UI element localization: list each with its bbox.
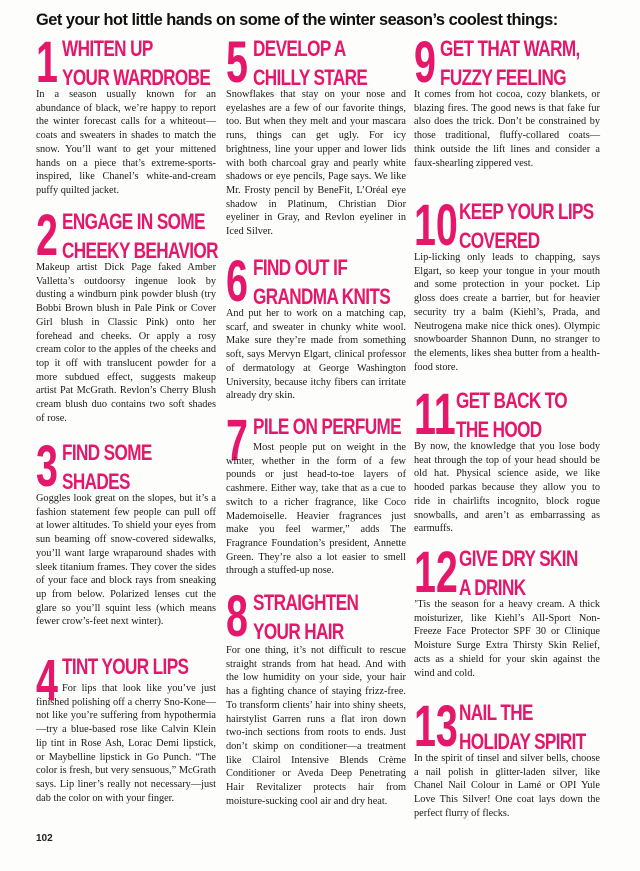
tip-title: DEVELOP A CHILLY STARE (253, 36, 368, 90)
tip-number: 12 (414, 540, 458, 605)
tip-number: 9 (414, 30, 436, 95)
tip-body: Goggles look great on the slopes, but it’s a fashion statement few people can pull off at lower altitudes. To shield your eyes from sun beaming off snow-covered sidewalks, you’ll want large wraparound shades with sleek titanium frames. They cover the sides of your face and block rays from sneaking up from below. Polarized lenses cut the glare so you’ll squint less (which means fewer crow’s-feet next winter). (36, 493, 216, 628)
tip-title: FIND SOME SHADES (62, 440, 152, 494)
tip-number: 6 (226, 249, 248, 314)
tip-title: STRAIGHTEN YOUR HAIR (253, 590, 359, 644)
tip-number: 11 (414, 382, 456, 447)
tip-body: By now, the knowledge that you lose body heat through the top of your head should be old hat. Physical science aside, we like hooded parkas because they allow you to ride in chairlifts incognito, block rogue snowballs, and aren’t as embarrassing as earmuffs. (414, 441, 600, 535)
tip-number: 8 (226, 584, 248, 649)
tip-number: 3 (36, 434, 58, 499)
tip-number: 4 (36, 648, 58, 713)
tip-body: For lips that look like you’ve just finished polishing off a cherry Sno-Kone—not like you’re suffering from hypothermia—try a blue-based rose like Calvin Klein lip tint in Rose Ash, Lorac Demi lipstick, or Maybelline lipstick in Go Punch. “The color is fresh, but very sensuous,” McGrath says. Lip liner’s really not necessary—just dab the color on with your finger. (36, 683, 216, 804)
tip-title: GET THAT WARM, FUZZY FEELING (440, 36, 580, 90)
page-headline: Get your hot little hands on some of the winter season’s coolest things: (36, 11, 558, 29)
tip-body: ’Tis the season for a heavy cream. A thick moisturizer, like Kiehl’s All-Sport Non-Freeze Face Protector SPF 30 or Clinique Moisture Surge Extra Thirsty Skin Relief, acts as a shield for your skin against the wind and cold. (414, 599, 600, 679)
tip-title: FIND OUT IF GRANDMA KNITS (253, 255, 391, 309)
tip-body: Most people put on weight in the winter, whether in the form of a few pounds or just head-to-toe layers of cashmere. Either way, take that as a cue to switch to a richer fragrance, like Coco Mademoiselle. Heavier fragrances just make you feel warmer,” adds The Fragrance Foundation’s president, Annette Green. They’re also a lot easier to smell through a stuffed-up nose. (226, 442, 406, 577)
tip-title: TINT YOUR LIPS (62, 654, 189, 679)
tip-body: It comes from hot cocoa, cozy blankets, or blazing fires. The good news is that fake fur also does the trick. Don’t be constrained by those traditional, fluffy-collared coats—think outside the lift lines and consider a faux-shearling zippered vest. (414, 89, 600, 169)
tip-title: NAIL THE HOLIDAY SPIRIT (459, 700, 586, 754)
tip-title: PILE ON PERFUME (253, 414, 401, 439)
tip-body: And put her to work on a matching cap, scarf, and sweater in chunky white wool. Make sure they’re made from something soft, says Mervyn Elgart, clinical professor of dermatology at George Washington University, because itchy fibers can irritate already dry skin. (226, 308, 406, 402)
tip-body: Lip-licking only leads to chapping, says Elgart, so keep your tongue in your mouth and some protection in your pocket. Lip gloss does create a barrier, but for heavier security try a balm (Kiehl’s, Prada, and Neutrogena make nice thick ones). Olympic snowboarder Shannon Dunn, no stranger to the elements, likes shea butter from a health-food store. (414, 252, 600, 373)
tip-number: 2 (36, 203, 58, 268)
tip-title: WHITEN UP YOUR WARDROBE (62, 36, 211, 90)
tip-title: GET BACK TO THE HOOD (456, 388, 568, 442)
tip-body: For one thing, it’s not difficult to rescue straight strands from hat head. And with the low humidity on your side, your hair has a fighting chance of staying frizz-free. To transform clients’ hair into shiny sheets, hairstylist Garren runs a flat iron down two-inch sections from roots to ends. Just don’t skimp on conditioner—a treatment like Clairol Intensive Blends Crème Conditioner or Aveda Deep Penetrating Hair Revitalizer protects hair from moisture-sucking cool air and dry heat. (226, 645, 406, 807)
tip-body: Makeup artist Dick Page faked Amber Valletta’s outdoorsy ingenue look by dusting a windburn pink powder blush (try Bobbi Brown blush in Pale Pink or Cover Girl blush in Classic Pink) onto her forehead and cheeks. Or apply a rosy cream color to the apples of the cheeks and top it off with translucent powder for a more subdued effect, suggests makeup artist Pat McGrath. Revlon’s Cherry Blush cream blush duo contains two soft shades of rose. (36, 262, 216, 424)
page-number: 102 (36, 833, 53, 844)
tip-title: KEEP YOUR LIPS COVERED (459, 199, 594, 253)
tip-title: GIVE DRY SKIN A DRINK (459, 546, 578, 600)
tip-number: 13 (414, 694, 458, 759)
tip-title: ENGAGE IN SOME CHEEKY BEHAVIOR (62, 209, 218, 263)
tip-number: 10 (414, 193, 458, 258)
tip-body: In the spirit of tinsel and silver bells, choose a nail polish in glitter-laden silver, like Chanel Nail Colour in Lamé or OPI Yule Love This Silver! One coat lays down the perfect flurry of flecks. (414, 753, 600, 819)
tip-body: In a season usually known for an abundance of black, we’re happy to report the winter forecast calls for a whiteout—coats and sweaters in shades to match the snow. You’ll want to get your mittened hands on a piece that’s extreme-sports-inspired, like Chanel’s white-and-cream puffy quilted jacket. (36, 89, 216, 196)
tip-body: Snowflakes that stay on your nose and eyelashes are a few of our favorite things, too. But when they melt and your mascara runs, things can get ugly. For icy brightness, line your upper and lower lids with both charcoal gray and pearly white shadows or eye pencils, Page says. We like Mr. Frosty pencil by BeneFit, L’Oréal eye shadow in Platinum, Christian Dior eyeliner in Gray, and Revlon eyeliner in Iced Silver. (226, 89, 406, 238)
tip-number: 1 (36, 30, 58, 95)
tip-number: 7 (226, 408, 248, 473)
tip-number: 5 (226, 30, 248, 95)
